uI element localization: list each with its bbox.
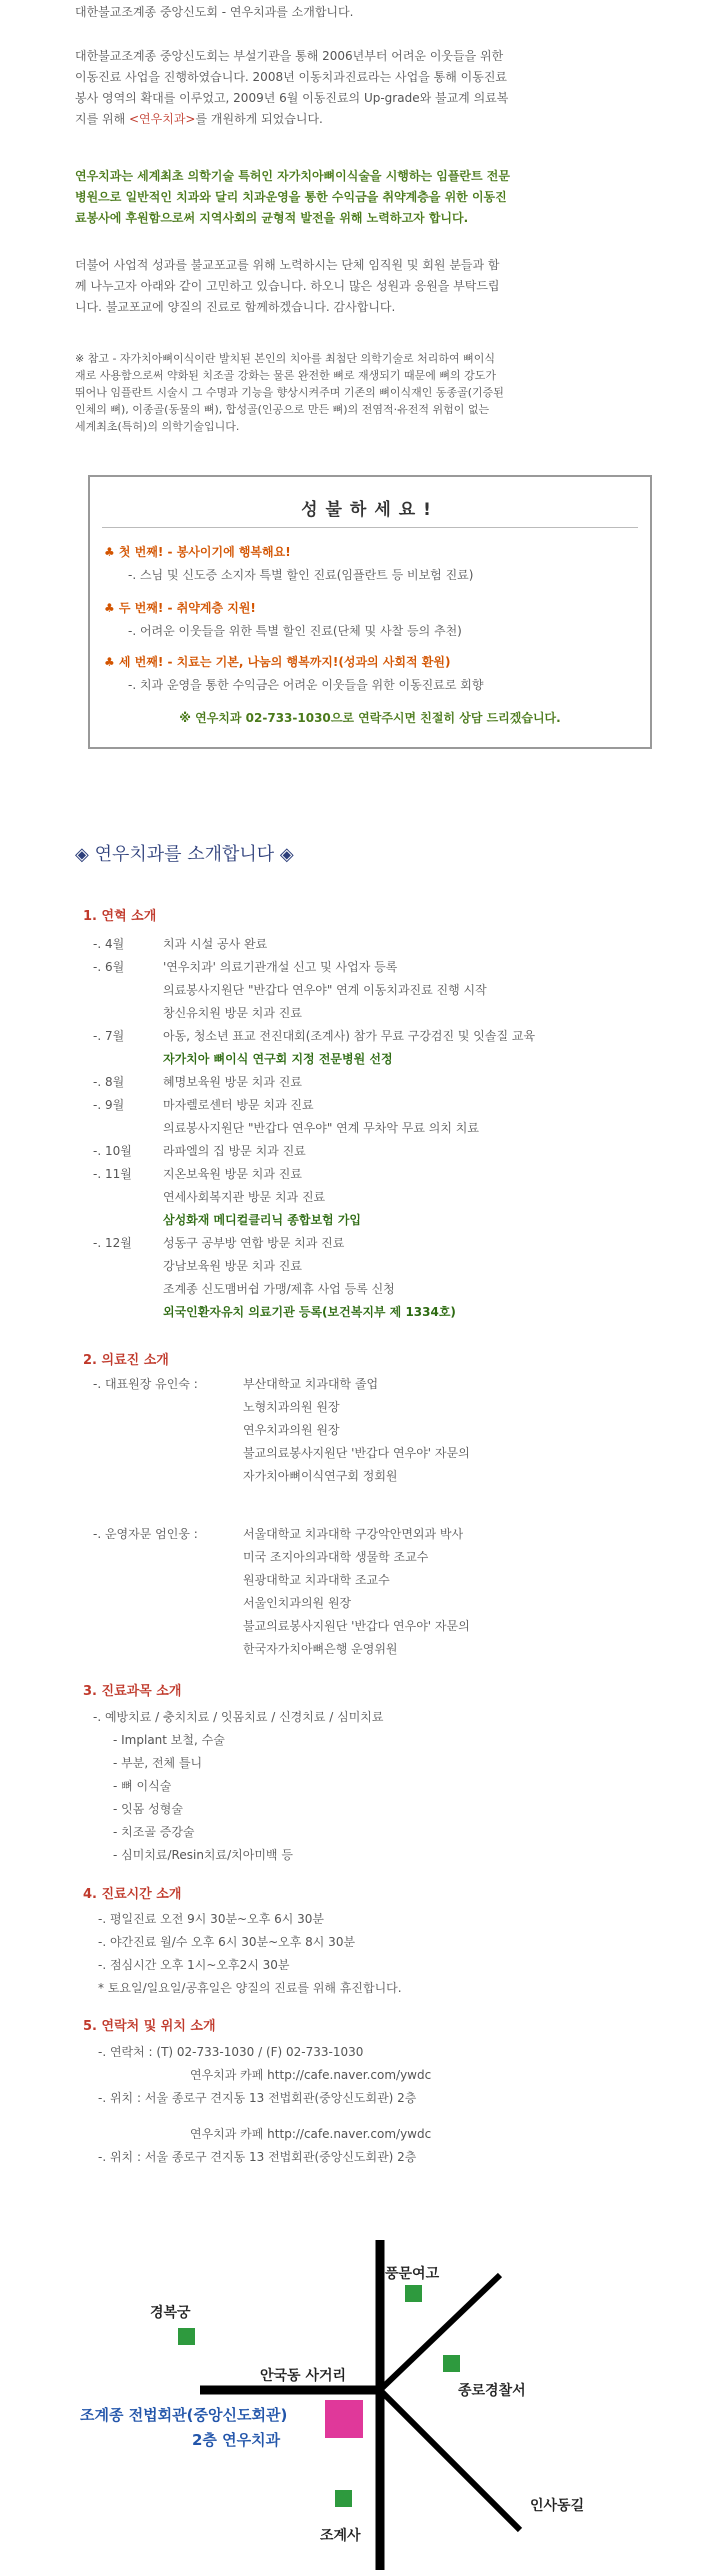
intro-heading [75, 2, 685, 23]
staff-label: -. 대표원장 유인숙 : [93, 1377, 198, 1391]
gyeongbok-marker [178, 2328, 195, 2345]
history-month: -. 6월 [93, 960, 125, 974]
text-line: 께 나누고자 아래와 같이 고민하고 있습니다. 하오니 많은 성원과 응원을 부탁드립 [75, 279, 500, 293]
label-gyeongbok: 경복궁 [150, 2305, 191, 2321]
text-line [75, 109, 685, 130]
offer-item [104, 543, 473, 583]
staff-career: 한국자가치아뼈은행 운영위원 [243, 1642, 398, 1656]
history-entry: 삼성화재 메디컬클리닉 종합보험 가입 [163, 1213, 362, 1227]
text-span: 를 개원하게 되었습니다. [195, 112, 323, 126]
staff-career: 연우치과의원 원장 [243, 1423, 340, 1437]
history-entry: 강남보육원 방문 치과 진료 [163, 1259, 302, 1273]
hours-item: * 토요일/일요일/공휴일은 양질의 진료를 위해 휴진합니다. [98, 1981, 402, 1995]
label-anguk: 안국동 사거리 [260, 2368, 347, 2384]
subject-item: - Implant 보철, 수술 [113, 1733, 225, 1747]
subject-item: - 잇몸 성형술 [113, 1802, 183, 1816]
history-entry: 혜명보육원 방문 치과 진료 [163, 1075, 302, 1089]
staff-career: 노형치과의원 원장 [243, 1400, 340, 1414]
history-month: -. 10월 [93, 1144, 132, 1158]
history-entry: 연세사회복지관 방문 치과 진료 [163, 1190, 326, 1204]
contact-heading: 5. 연락처 및 위치 소개 [83, 2019, 216, 2034]
jogyesa-marker [335, 2490, 352, 2507]
hours-item: -. 점심시간 오후 1시~오후2시 30분 [98, 1958, 290, 1972]
text-line: 더불어 사업적 성과를 불교포교를 위해 노력하시는 단체 임직원 및 회원 분들과 함 [75, 258, 500, 272]
contact-item: -. 위치 : 서울 종로구 견지동 13 전법회관(중앙신도회관) 2층 [98, 2091, 417, 2105]
label-pungmun: 풍문여고 [385, 2266, 440, 2282]
subjects-heading: 3. 진료과목 소개 [83, 1684, 182, 1699]
location-map [0, 2240, 714, 2570]
label-police: 종로경찰서 [458, 2383, 526, 2399]
subject-item: - 부분, 전체 틀니 [113, 1756, 203, 1770]
intro-paragraph-4 [75, 255, 685, 318]
text-line: 료봉사에 후원함으로써 지역사회의 균형적 발전을 위해 노력하고자 합니다. [75, 211, 469, 225]
label-jogyesa: 조계사 [320, 2528, 361, 2544]
text-line: 봉사 영역의 확대를 이루었고, 2009년 6월 이동진료의 Up-grade와 불교계 의료복 [75, 91, 509, 105]
history-month: -. 7월 [93, 1029, 125, 1043]
intro-paragraph-2 [75, 46, 685, 130]
staff-career: 원광대학교 치과대학 조교수 [243, 1573, 390, 1587]
clinic-name: <연우치과> [129, 112, 196, 126]
offer-detail: -. 치과 운영을 통한 수익금은 어려운 이웃들을 위한 이동진료로 회향 [128, 678, 484, 692]
label-building: 조계종 전법회관(중앙신도회관) [80, 2406, 288, 2424]
history-entry: 의료봉사지원단 "반갑다 연우야" 연계 이동치과진료 진행 시작 [163, 983, 487, 997]
history-entry: 외국인환자유치 의료기관 등록(보건복지부 제 1334호) [163, 1305, 456, 1319]
label-clinic-floor: 2층 연우치과 [192, 2431, 281, 2449]
staff-label: -. 운영자문 엄인웅 : [93, 1527, 198, 1541]
text-line: 병원으로 일반적인 치과와 달리 치과운영을 통한 수익금을 취약계층을 위한 이동진 [75, 190, 507, 204]
subject-item: - 심미치료/Resin치료/치아미백 등 [113, 1848, 293, 1862]
text-line: 이동진료 사업을 진행하였습니다. 2008년 이동치과진료라는 사업을 통해 이동진료 [75, 70, 508, 84]
hours-item: -. 야간진료 월/수 오후 6시 30분~오후 8시 30분 [98, 1935, 356, 1949]
history-month: -. 11월 [93, 1167, 132, 1181]
history-entry: 지온보육원 방문 치과 진료 [163, 1167, 302, 1181]
staff-heading: 2. 의료진 소개 [83, 1353, 169, 1368]
pungmun-marker [405, 2285, 422, 2302]
history-entry: 의료봉사지원단 "반갑다 연우야" 연계 무차악 무료 의치 치료 [163, 1121, 479, 1135]
history-entry: 자가치아 뼈이식 연구회 지정 전문병원 선정 [163, 1052, 393, 1066]
text-span: 지를 위해 [75, 112, 129, 126]
history-month: -. 12월 [93, 1236, 132, 1250]
history-entry: '연우치과' 의료기관개설 신고 및 사업자 등록 [163, 960, 398, 974]
staff-career: 서울대학교 치과대학 구강악안면외과 박사 [243, 1527, 464, 1541]
intro-paragraph-3 [75, 166, 685, 229]
clinic-marker [325, 2400, 363, 2438]
history-entry: 치과 시설 공사 완료 [163, 937, 268, 951]
reference-note [75, 350, 685, 435]
staff-career: 서울인치과의원 원장 [243, 1596, 352, 1610]
offer-box [88, 475, 652, 749]
box-divider [102, 527, 638, 528]
history-month: -. 9월 [93, 1098, 125, 1112]
history-entry: 아동, 청소년 표교 전진대회(조계사) 참가 무료 구강검진 및 잇솔질 교육 [163, 1029, 536, 1043]
history-month: -. 8월 [93, 1075, 125, 1089]
subject-item: - 뼈 이식술 [113, 1779, 172, 1793]
road-southeast [380, 2390, 520, 2530]
text-line: 세계최초(특허)의 의학기술입니다. [75, 420, 240, 433]
staff-career: 미국 조지아의과대학 생물학 조교수 [243, 1550, 429, 1564]
staff-career: 자가치아뼈이식연구회 정회원 [243, 1469, 398, 1483]
section-title: ◈ 연우치과를 소개합니다 ◈ [75, 844, 294, 865]
subject-summary: -. 예방치료 / 충치치료 / 잇몸치료 / 신경치료 / 심미치료 [93, 1710, 384, 1724]
contact-item: -. 위치 : 서울 종로구 견지동 13 전법회관(중앙신도회관) 2층 [98, 2150, 417, 2164]
text-line: 연우치과는 세계최초 의학기술 특허인 자가치아뼈이식술을 시행하는 임플란트 전문 [75, 169, 510, 183]
text-line: 니다. 불교포교에 양질의 진료로 함께하겠습니다. 감사합니다. [75, 300, 396, 314]
intro-line: 대한불교조계종 중앙신도회 - 연우치과를 소개합니다. [75, 5, 354, 19]
contact-item: 연우치과 카페 http://cafe.naver.com/ywdc [190, 2127, 432, 2141]
text-line: 대한불교조계종 중앙신도회는 부설기관을 통해 2006년부터 어려운 이웃들을 위한 [75, 49, 504, 63]
offer-heading: ♣ 첫 번째! - 봉사이기에 행복해요! [104, 545, 291, 559]
police-marker [443, 2355, 460, 2372]
history-entry: 창신유치원 방문 치과 진료 [163, 1006, 302, 1020]
offer-item [104, 599, 462, 639]
hours-item: -. 평일진료 오전 9시 30분~오후 6시 30분 [98, 1912, 324, 1926]
staff-career: 불교의료봉사지원단 '반갑다 연우야' 자문의 [243, 1619, 470, 1633]
history-entry: 라파엘의 집 방문 치과 진료 [163, 1144, 306, 1158]
history-entry: 조계종 신도맴버쉽 가맹/제휴 사업 등록 신청 [163, 1282, 395, 1296]
label-insadong: 인사동길 [530, 2498, 585, 2514]
offer-detail: -. 어려운 이웃들을 위한 특별 할인 진료(단체 및 사찰 등의 추천) [128, 624, 462, 638]
text-line: ※ 참고 - 자가치아뼈이식이란 발치된 본인의 치아를 최첨단 의학기술로 처리하여 뼈이식 [75, 352, 496, 365]
offer-item [104, 653, 483, 693]
box-title: 성불하세요! [301, 500, 439, 520]
box-contact: ※ 연우치과 02-733-1030으로 연락주시면 친절히 상담 드리겠습니다. [179, 711, 561, 725]
contact-item: -. 연락처 : (T) 02-733-1030 / (F) 02-733-1030 [98, 2045, 364, 2059]
offer-heading: ♣ 두 번째! - 취약계층 지원! [104, 601, 256, 615]
hours-heading: 4. 진료시간 소개 [83, 1887, 182, 1902]
offer-detail: -. 스님 및 신도증 소지자 특별 할인 진료(임플란트 등 비보험 진료) [128, 568, 474, 582]
history-entry: 마자렐로센터 방문 치과 진료 [163, 1098, 314, 1112]
road-northeast [380, 2275, 500, 2390]
staff-career: 불교의료봉사지원단 '반갑다 연우야' 자문의 [243, 1446, 470, 1460]
history-month: -. 4월 [93, 937, 125, 951]
history-entry: 성동구 공부방 연합 방문 치과 진료 [163, 1236, 345, 1250]
contact-item: 연우치과 카페 http://cafe.naver.com/ywdc [190, 2068, 432, 2082]
offer-heading: ♣ 세 번째! - 치료는 기본, 나눔의 행복까지!(성과의 사회적 환원) [104, 655, 451, 669]
subject-item: - 치조골 증강술 [113, 1825, 195, 1839]
text-line: 뛰어나 임플란트 시술시 그 수명과 기능을 향상시켜주며 기존의 뼈이식재인 동종골(기증된 [75, 386, 504, 399]
text-line: 인체의 뼈), 이종골(동물의 뼈), 합성골(인공으로 만든 뼈)의 전염적·유전적 위험이 없는 [75, 403, 490, 416]
staff-career: 부산대학교 치과대학 졸업 [243, 1377, 379, 1391]
history-heading: 1. 연혁 소개 [83, 909, 157, 924]
text-line: 재로 사용함으로써 약화된 치조골 강화는 물론 완전한 뼈로 재생되기 때문에 뼈의 강도가 [75, 369, 496, 382]
